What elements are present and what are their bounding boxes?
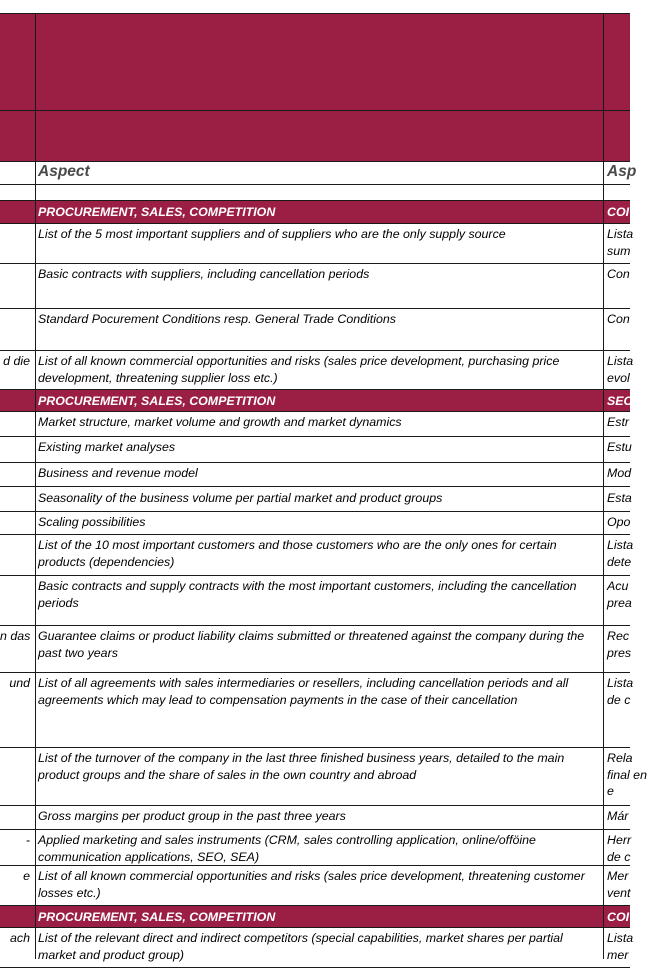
aspect-cell: Basic contracts and supply contracts with the most important customers, including the cancellation periods (38, 579, 577, 610)
aspect-cell-other: Lista sum (607, 227, 634, 258)
aspect-cell: Gross margins per product group in the past three years (38, 809, 346, 823)
aspect-cell-other: Estr (607, 415, 630, 429)
aspect-cell: Guarantee claims or product liability claims submitted or threatened against the company during the past two years (38, 629, 585, 660)
aspect-cell: Market structure, market volume and growth and market dynamics (38, 415, 402, 429)
row-left-cell: ach (10, 931, 30, 945)
aspect-cell-other: Mod (607, 466, 632, 480)
aspect-column-header-other: Asp (607, 163, 637, 180)
row-left-cell: e (23, 869, 30, 883)
section-title-other: COI (607, 205, 630, 219)
aspect-column-header: Aspect (38, 163, 90, 180)
aspect-cell-other: Lista de c (607, 676, 634, 707)
row-left-cell (0, 808, 30, 830)
row-left-cell (0, 226, 30, 264)
grid-line (0, 350, 630, 351)
aspect-cell: Seasonality of the business volume per partial market and product groups (38, 491, 443, 505)
section-left-cell (0, 909, 30, 928)
grid-line (0, 927, 630, 928)
section-title: PROCUREMENT, SALES, COMPETITION (38, 205, 276, 219)
aspect-cell: Standard Pocurement Conditions resp. General Trade Conditions (38, 312, 396, 326)
grid-line (0, 805, 630, 806)
aspect-cell: List of the 10 most important customers and those customers who are the only ones for certain products (dependencies) (38, 538, 557, 569)
aspect-cell: Basic contracts with suppliers, including cancellation periods (38, 267, 370, 281)
header-band (0, 14, 630, 161)
grid-line (0, 462, 630, 463)
aspect-cell-other: Rela final en e (607, 751, 647, 798)
aspect-cell: Business and revenue model (38, 466, 198, 480)
grid-line (0, 625, 630, 626)
column-divider (35, 13, 36, 959)
aspect-cell-other: Mer vent (607, 869, 631, 900)
grid-line (0, 575, 630, 576)
grid-line (0, 308, 630, 309)
grid-line (0, 436, 630, 437)
section-left-cell (0, 204, 30, 224)
aspect-cell-other: Con (607, 267, 630, 281)
grid-line (0, 13, 630, 14)
grid-line (0, 747, 630, 748)
aspect-cell-other: Lista mer (607, 931, 634, 962)
aspect-cell: List of the 5 most important suppliers and of suppliers who are the only supply source (38, 227, 506, 241)
row-left-cell (0, 439, 30, 463)
grid-line (0, 672, 630, 673)
aspect-cell: List of all known commercial opportunities and risks (sales price development, threatening customer losses etc.) (38, 869, 585, 900)
aspect-cell-other: Lista dete (607, 538, 634, 569)
row-left-cell (0, 537, 30, 576)
section-title: PROCUREMENT, SALES, COMPETITION (38, 910, 276, 924)
aspect-cell: Scaling possibilities (38, 515, 146, 529)
grid-line (0, 486, 630, 487)
aspect-cell: Applied marketing and sales instruments (CRM, sales controlling application, online/offöine communication applications, SEO, SEA) (38, 833, 536, 864)
grid-line (0, 161, 630, 162)
grid-line (0, 411, 630, 412)
grid-line (0, 223, 630, 224)
aspect-cell-other: Rec pres (607, 629, 632, 660)
column-divider (603, 13, 604, 959)
section-title-other: COI (607, 910, 630, 924)
row-left-cell (0, 750, 30, 806)
aspect-cell-other: Esta (607, 491, 632, 505)
section-title: PROCUREMENT, SALES, COMPETITION (38, 394, 276, 408)
aspect-cell-other: Már (607, 809, 629, 823)
grid-line (0, 534, 630, 535)
grid-line (0, 263, 630, 264)
aspect-cell-other: Estu (607, 440, 632, 454)
aspect-cell: List of the turnover of the company in the last three finished business years, detailed to the main product groups and the share of sales in the own country and abroad (38, 751, 565, 782)
aspect-cell: Existing market analyses (38, 440, 176, 454)
grid-line (0, 110, 630, 111)
grid-line (0, 184, 630, 185)
row-left-cell (0, 311, 30, 351)
row-left-cell (0, 465, 30, 487)
aspect-cell-other: Con (607, 312, 630, 326)
aspect-cell-other: Lista evol (607, 354, 634, 385)
row-left-cell (0, 578, 30, 626)
row-left-cell: - (25, 833, 30, 847)
grid-line (0, 865, 630, 866)
row-left-cell (0, 490, 30, 512)
section-title-other: SEC (607, 394, 633, 408)
row-left-cell: n das (0, 629, 31, 643)
row-left-cell: und (9, 676, 30, 690)
row-left-cell (0, 414, 30, 437)
row-left-cell (0, 266, 30, 309)
row-left-cell (0, 514, 30, 535)
grid-line (0, 511, 630, 512)
aspect-cell-other: Opo (607, 515, 631, 529)
aspect-cell: List of the relevant direct and indirect competitors (special capabilities, market shares per partial market and product group) (38, 931, 563, 962)
aspect-cell: List of all known commercial opportunities and risks (sales price development, purchasing price development, threatening supplier loss etc.) (38, 354, 560, 385)
aspect-cell-other: Acu prea (607, 579, 632, 610)
section-left-cell (0, 393, 30, 412)
aspect-cell-other: Herr de c (607, 833, 632, 864)
aspect-cell: List of all agreements with sales intermediaries or resellers, including cancellation periods and all agreements which may lead to compensation payments in the case of their cancellation (38, 676, 569, 707)
row-left-cell: d die (3, 354, 30, 368)
grid-line (0, 829, 630, 830)
